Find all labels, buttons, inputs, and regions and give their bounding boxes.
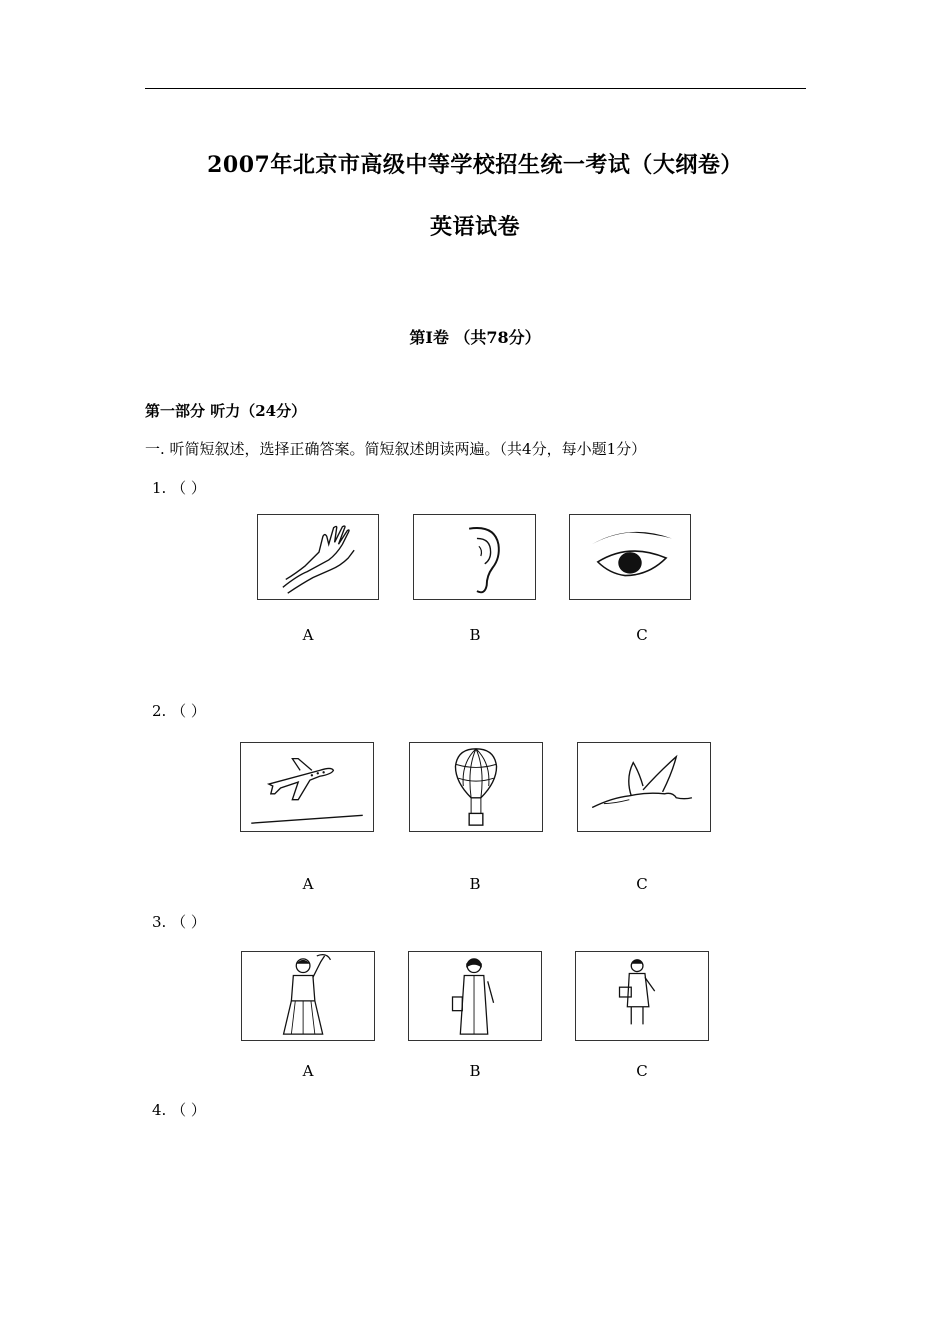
option-a-picture (240, 742, 374, 832)
option-a-label: A (302, 626, 314, 644)
child-basket-icon (576, 952, 708, 1040)
option-c-label: C (636, 626, 648, 644)
ear-icon (414, 515, 535, 599)
bird-icon (578, 743, 710, 831)
option-a-picture (241, 951, 375, 1041)
top-rule (145, 88, 806, 89)
exam-title: 2007年北京市高级中等学校招生统一考试（大纲卷） (207, 152, 743, 178)
volume-heading: 第Ⅰ卷 （共78分） (409, 328, 541, 347)
option-b-label: B (469, 1062, 481, 1080)
option-a-label: A (302, 1062, 314, 1080)
question-1-number: 1. （ ） (152, 479, 206, 497)
part-heading: 第一部分 听力（24分） (145, 402, 307, 420)
eye-icon (570, 515, 690, 599)
option-b-label: B (469, 875, 481, 893)
option-c-label: C (636, 1062, 648, 1080)
hot-air-balloon-icon (410, 743, 542, 831)
question-3-number: 3. （ ） (152, 913, 206, 931)
option-a-picture (257, 514, 379, 600)
hand-icon (258, 515, 378, 599)
question-2-number: 2. （ ） (152, 702, 206, 720)
girl-umbrella-icon (242, 952, 374, 1040)
option-b-picture (408, 951, 542, 1041)
instruction-text: 一. 听简短叙述，选择正确答案。简短叙述朗读两遍。（共4分，每小题1分） (145, 440, 647, 458)
option-b-picture (409, 742, 543, 832)
option-b-picture (413, 514, 536, 600)
option-b-label: B (469, 626, 481, 644)
option-c-label: C (636, 875, 648, 893)
option-c-picture (575, 951, 709, 1041)
exam-subtitle: 英语试卷 (429, 214, 520, 240)
option-c-picture (569, 514, 691, 600)
woman-bag-icon (409, 952, 541, 1040)
option-a-label: A (302, 875, 314, 893)
option-c-picture (577, 742, 711, 832)
question-4-number: 4. （ ） (152, 1101, 206, 1119)
airplane-icon (241, 743, 373, 831)
